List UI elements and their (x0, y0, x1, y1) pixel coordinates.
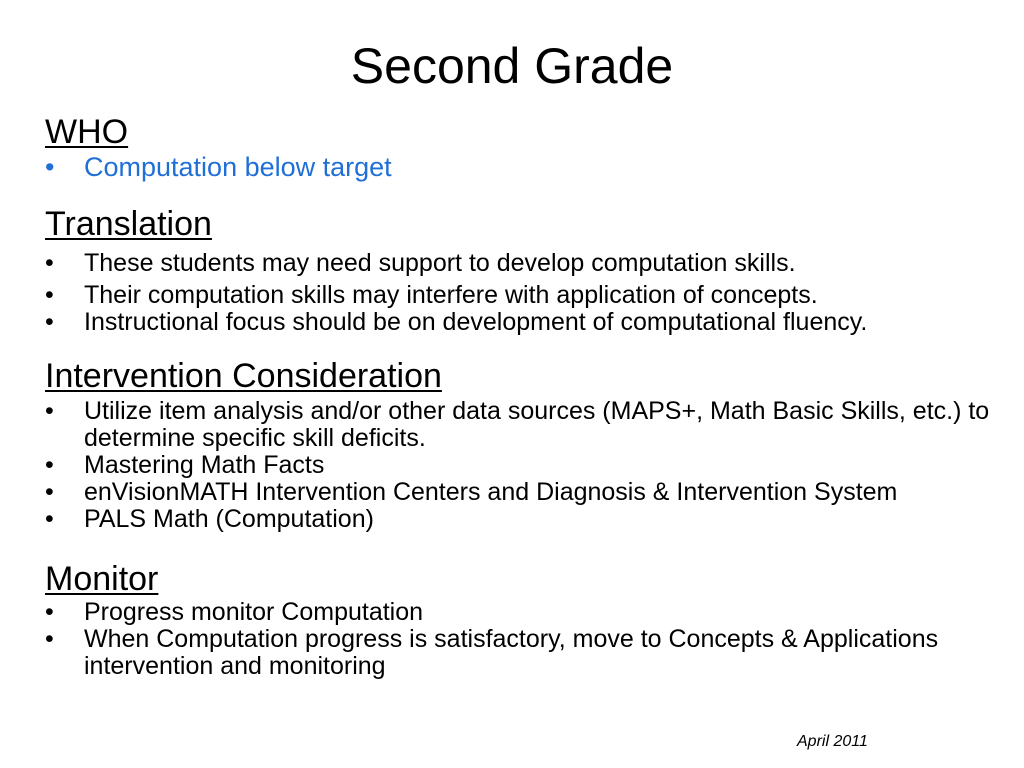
bullet-icon: • (45, 308, 54, 336)
list-item-text: Progress monitor Computation (84, 598, 424, 626)
who-list (45, 152, 995, 182)
list-item-text: enVisionMATH Intervention Centers and Diagnosis & Intervention System (84, 478, 898, 506)
bullet-icon: • (45, 152, 55, 182)
monitor-list (45, 599, 995, 680)
list-item (45, 599, 995, 626)
list-item-text: When Computation progress is satisfactory, move to Concepts & Applications intervention and monitoring (84, 625, 939, 680)
list-item (45, 282, 995, 309)
list-item-text: Instructional focus should be on development of computational fluency. (84, 308, 868, 336)
slide-body (45, 112, 995, 680)
bullet-icon: • (45, 598, 54, 626)
list-item (45, 250, 995, 277)
monitor-section (45, 559, 995, 680)
translation-heading: Translation (45, 205, 212, 243)
list-item-text: Computation below target (84, 152, 392, 182)
list-item-text: These students may need support to develop computation skills. (84, 249, 796, 277)
bullet-icon: • (45, 281, 54, 309)
list-item (45, 309, 995, 336)
list-item (45, 506, 995, 533)
intervention-section (45, 356, 995, 533)
intervention-heading: Intervention Consideration (45, 357, 442, 395)
list-item (45, 452, 995, 479)
list-item (45, 626, 995, 680)
bullet-icon: • (45, 505, 54, 533)
translation-section (45, 204, 995, 336)
list-item-text: PALS Math (Computation) (84, 505, 374, 533)
who-section (45, 112, 995, 182)
translation-list (45, 250, 995, 336)
list-item-text: Utilize item analysis and/or other data sources (MAPS+, Math Basic Skills, etc.) to determine specific skill deficits. (84, 397, 990, 452)
list-item (45, 479, 995, 506)
bullet-icon: • (45, 478, 54, 506)
list-item-text: Their computation skills may interfere with application of concepts. (84, 281, 818, 309)
list-item (45, 398, 995, 452)
monitor-heading: Monitor (45, 560, 159, 598)
slide-title: Second Grade (350, 38, 674, 94)
bullet-icon: • (45, 625, 54, 653)
who-heading: WHO (45, 113, 129, 151)
list-item-text: Mastering Math Facts (84, 451, 325, 479)
bullet-icon: • (45, 451, 54, 479)
bullet-icon: • (45, 249, 54, 277)
intervention-list (45, 398, 995, 533)
footer-date: April 2011 (797, 733, 868, 750)
bullet-icon: • (45, 397, 54, 425)
list-item (45, 152, 995, 182)
